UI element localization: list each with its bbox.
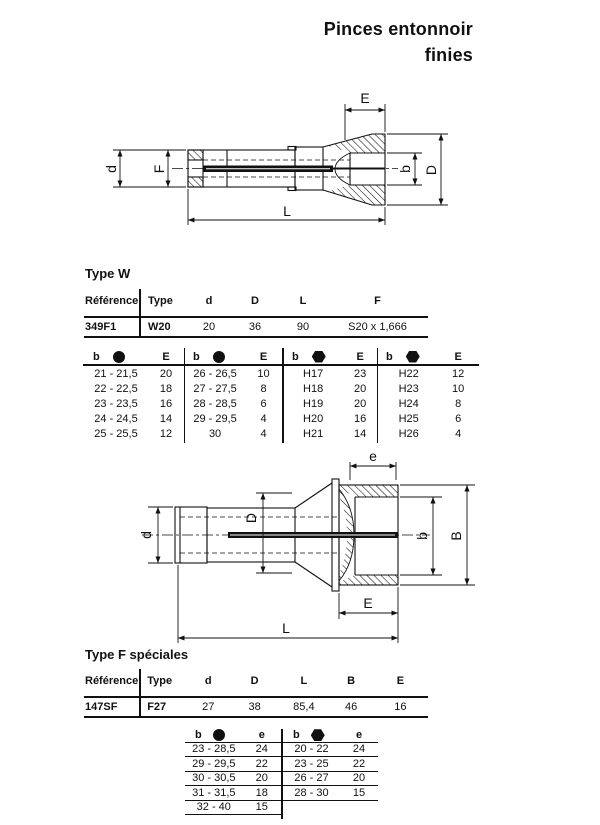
bore-range: 26 - 26,5: [193, 367, 237, 380]
bore-range: 27 - 27,5: [193, 382, 237, 395]
bore-group-round-2: [185, 347, 282, 444]
table-row: [185, 757, 281, 772]
e-value: 20: [354, 382, 367, 395]
table-row: [85, 396, 185, 411]
round-bore-icon: [213, 729, 225, 741]
bore-range: H18: [303, 382, 324, 395]
bore-range: 21 - 21,5: [94, 367, 138, 380]
dim-label-b: b: [414, 532, 430, 540]
table-row: [378, 366, 477, 381]
col-header-D: D: [251, 295, 259, 307]
table-row: [283, 743, 378, 758]
bore-group-round-1: [85, 347, 185, 444]
table-row: [185, 366, 282, 381]
e-value: 20: [255, 772, 268, 785]
bore-range: H24: [398, 397, 419, 410]
table-row: [283, 772, 378, 787]
type-f-table: [82, 667, 428, 719]
e-column-label: e: [258, 729, 265, 742]
table-row: [85, 366, 185, 381]
table-row: [185, 801, 281, 816]
table-row: [378, 396, 477, 411]
group-header: [185, 729, 281, 743]
col-header-L: L: [300, 675, 308, 687]
bottom-rule: [84, 716, 428, 718]
e-column-label: E: [259, 350, 268, 363]
hex-bore-icon: [312, 351, 326, 363]
e-column-label: E: [356, 350, 364, 363]
d-value: 27: [202, 700, 215, 713]
table-row: [185, 381, 282, 396]
table-row: [284, 396, 378, 411]
table-header-row: [82, 667, 428, 695]
dimension-labels: [103, 90, 439, 219]
bore-range: 24 - 24,5: [94, 413, 138, 426]
e-value: 6: [455, 413, 462, 426]
table-row: [85, 427, 185, 442]
dim-label-D: D: [423, 164, 439, 176]
table-row: [185, 427, 282, 442]
type-w-table: [82, 287, 428, 339]
b-column-label: b: [193, 350, 200, 363]
table-row: [283, 757, 378, 772]
bore-range: 20 - 22: [294, 743, 329, 756]
type-f-collet-drawing: [130, 452, 490, 650]
col-header-E: E: [396, 675, 405, 687]
d-value: 20: [202, 320, 216, 333]
L-value: 90: [296, 320, 310, 333]
group-header: [85, 347, 185, 366]
e-value: 12: [452, 367, 465, 380]
group-header: [284, 347, 378, 366]
e-value: 20: [159, 367, 173, 380]
e-value: 20: [354, 397, 367, 410]
table-row: [185, 786, 281, 801]
L-value: 85,4: [293, 700, 315, 713]
e-value: 18: [159, 382, 173, 395]
bore-range: H26: [398, 428, 419, 441]
col-header-d: d: [205, 295, 213, 307]
table-row: [85, 412, 185, 427]
hex-bore-icon: [406, 351, 420, 363]
dim-label-d: d: [103, 165, 119, 173]
type-w-collet-drawing: [100, 86, 460, 236]
bore-range: H17: [303, 367, 324, 380]
table-row: [284, 381, 378, 396]
section-title-type-f: Type F spéciales: [85, 647, 189, 662]
table-row: [283, 786, 378, 801]
bore-range: 30: [208, 428, 222, 441]
bore-e-table: [85, 347, 477, 445]
e-value: 14: [159, 413, 173, 426]
page-title: [324, 16, 473, 68]
group-header: [283, 729, 378, 743]
col-header-type: Type: [147, 675, 173, 687]
bore-range: H20: [303, 413, 324, 426]
e-value: 10: [452, 382, 465, 395]
b-column-label: b: [195, 729, 202, 742]
group-header: [378, 347, 477, 366]
e-value: 20: [352, 772, 366, 785]
dim-label-F: F: [151, 164, 167, 174]
bore-range: H23: [398, 382, 419, 395]
bore-range: 28 - 30: [294, 786, 329, 799]
D-value: 38: [248, 700, 261, 713]
bore-range: 28 - 28,5: [193, 397, 237, 410]
col-header-type: Type: [148, 295, 173, 307]
hex-bore-icon: [311, 729, 325, 741]
F-value: S20 x 1,666: [348, 320, 407, 333]
e-value: 15: [255, 801, 268, 814]
dimension-labels: [138, 452, 464, 636]
e-value: 14: [354, 428, 367, 441]
bore-range: 26 - 27: [294, 772, 329, 785]
bore-range: 30 - 30,5: [192, 772, 236, 785]
e-value: 23: [354, 367, 367, 380]
bore-range: 29 - 29,5: [193, 413, 237, 426]
bore-range: 31 - 31,5: [192, 786, 236, 799]
table-row: [378, 381, 477, 396]
bore-range: H25: [398, 413, 419, 426]
dimension-lines: [148, 462, 475, 643]
b-column-label: b: [292, 350, 299, 363]
page-title-line1: Pinces entonnoir: [323, 19, 473, 39]
dim-label-d: d: [138, 531, 154, 539]
bore-range: H22: [398, 367, 419, 380]
dim-label-L: L: [283, 203, 291, 219]
table-row: [378, 427, 477, 442]
e-column-label: E: [162, 350, 170, 363]
bore-group-hex: [283, 729, 378, 801]
e-value: 10: [257, 367, 270, 380]
e-value: 4: [260, 428, 267, 441]
section-title-type-w: Type W: [85, 266, 131, 281]
table-row: [284, 412, 378, 427]
group-header: [185, 347, 282, 366]
type-value: W20: [148, 320, 171, 333]
e-value: 8: [455, 397, 462, 410]
e-value: 15: [352, 786, 366, 799]
bore-group-hex-2: [378, 347, 477, 444]
bore-range: 23 - 28,5: [192, 743, 236, 756]
e-value: 24: [255, 743, 268, 756]
dim-label-B: B: [448, 531, 464, 541]
bore-range: 22 - 22,5: [94, 382, 138, 395]
table-row: [284, 427, 378, 442]
reference-value: 349F1: [85, 320, 117, 333]
dim-label-E: E: [363, 595, 373, 611]
E-value: 16: [394, 700, 407, 713]
table-row: [85, 381, 185, 396]
B-value: 46: [345, 700, 358, 713]
e-value: 18: [255, 786, 268, 799]
dim-label-E: E: [360, 90, 370, 106]
table-row: [185, 412, 282, 427]
col-header-reference: Référence: [85, 675, 139, 687]
col-header-D: D: [250, 675, 259, 687]
collet-slot: [203, 166, 385, 173]
col-header-d: d: [204, 675, 212, 687]
e-value: 12: [159, 428, 173, 441]
bore-range: 23 - 23,5: [94, 397, 138, 410]
dim-label-b: b: [397, 165, 413, 173]
e-column-label: E: [454, 350, 462, 363]
round-bore-icon: [113, 351, 125, 363]
e-value: 24: [352, 743, 366, 756]
table-row: [82, 698, 428, 715]
bottom-rule: [84, 336, 428, 338]
col-header-L: L: [299, 295, 307, 307]
round-bore-icon: [213, 351, 225, 363]
reference-value: 147SF: [85, 700, 118, 713]
table-row: [378, 412, 477, 427]
dim-label-D: D: [243, 512, 259, 524]
e-value: 8: [260, 382, 267, 395]
e-value: 4: [455, 428, 462, 441]
dimension-lines: [113, 104, 448, 225]
b-column-label: b: [93, 350, 100, 363]
bore-range: 29 - 29,5: [192, 757, 236, 770]
e-value: 22: [352, 757, 366, 770]
dim-label-L: L: [282, 620, 290, 636]
bore-group-round: [185, 729, 281, 815]
bore-group-hex-1: [284, 347, 378, 444]
e-value: 16: [354, 413, 367, 426]
table-header-row: [82, 287, 428, 315]
e-value: 22: [255, 757, 268, 770]
bore-e-table-special: [185, 729, 378, 821]
table-row: [185, 743, 281, 758]
table-row: [82, 318, 428, 335]
e-value: 16: [159, 397, 173, 410]
dim-label-e: e: [369, 452, 377, 464]
page-title-line2: finies: [424, 45, 473, 65]
e-column-label: e: [355, 729, 363, 742]
table-row: [284, 366, 378, 381]
col-header-B: B: [347, 675, 356, 687]
b-column-label: b: [386, 350, 393, 363]
bore-range: 32 - 40: [196, 801, 231, 814]
type-value: F27: [147, 700, 167, 713]
bore-range: H19: [303, 397, 324, 410]
collet-slot: [228, 532, 398, 538]
table-row: [185, 396, 282, 411]
bore-range: H21: [303, 428, 324, 441]
col-header-F: F: [374, 295, 381, 307]
bore-range: 25 - 25,5: [94, 428, 138, 441]
bore-range: 23 - 25: [294, 757, 329, 770]
D-value: 36: [248, 320, 262, 333]
e-value: 4: [260, 413, 267, 426]
table-row: [185, 772, 281, 787]
b-column-label: b: [293, 729, 300, 742]
col-header-reference: Référence: [85, 295, 139, 307]
e-value: 6: [260, 397, 267, 410]
